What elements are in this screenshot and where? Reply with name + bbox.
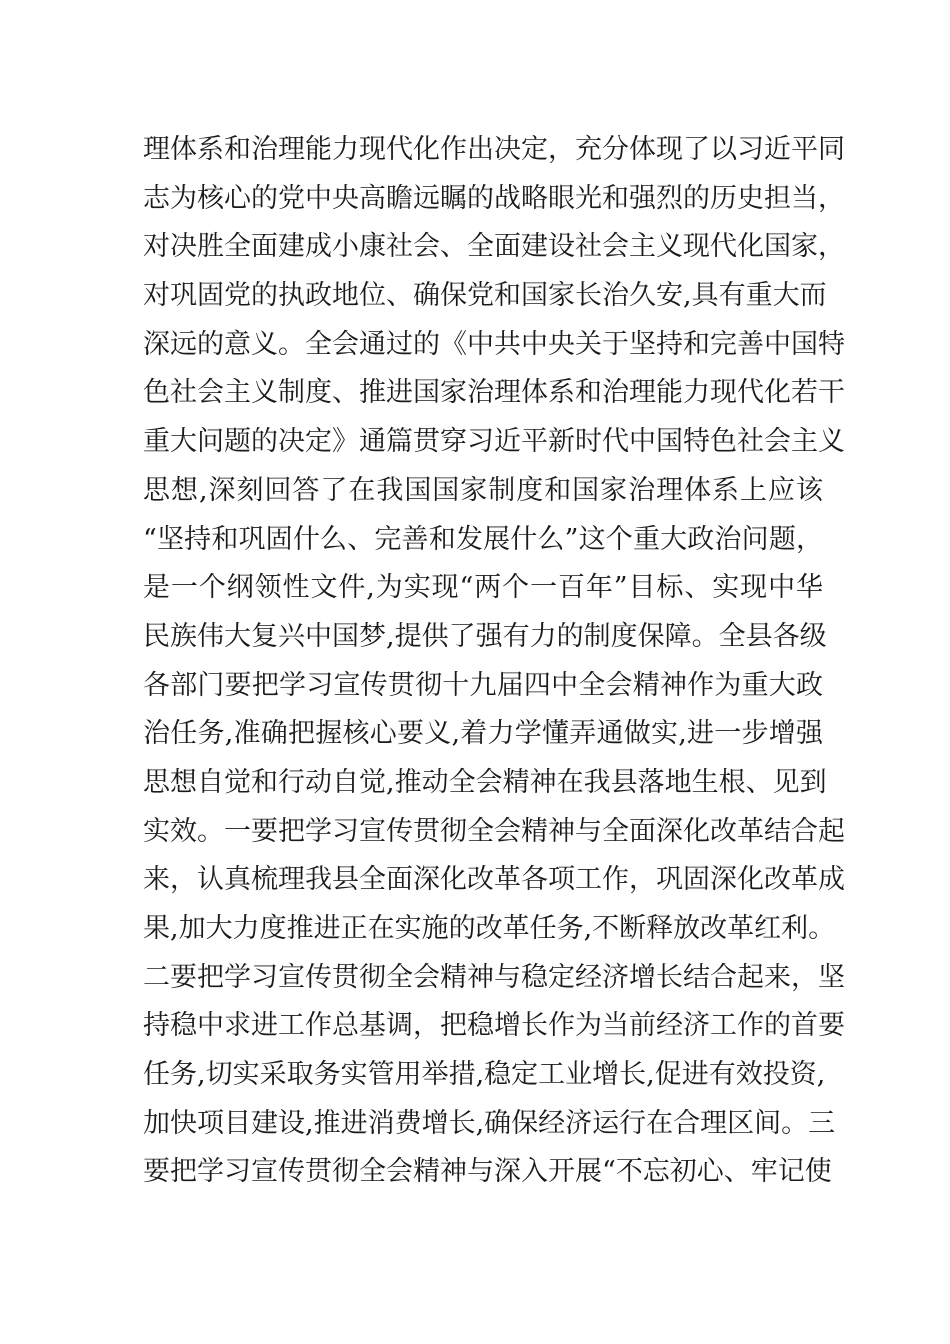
- text-line: 来，认真梳理我县全面深化改革各项工作，巩固深化改革成: [143, 864, 845, 896]
- text-line: 对巩固党的执政地位、确保党和国家长治久安,具有重大而: [143, 280, 827, 312]
- text-line: 色社会主义制度、推进国家治理体系和治理能力现代化若干: [143, 377, 845, 409]
- text-line: 深远的意义。全会通过的《中共中央关于坚持和完善中国特: [143, 328, 845, 360]
- text-line: 是一个纲领性文件,为实现“两个一百年”目标、实现中华: [143, 572, 823, 604]
- text-line: 理体系和治理能力现代化作出决定，充分体现了以习近平同: [143, 134, 845, 165]
- body-text: [143, 126, 845, 1197]
- text-line: 志为核心的党中央高瞻远瞩的战略眼光和强烈的历史担当，: [143, 182, 845, 214]
- text-line: 对决胜全面建成小康社会、全面建设社会主义现代化国家，: [143, 231, 845, 263]
- text-line: 实效。一要把学习宣传贯彻全会精神与全面深化改革结合起: [143, 815, 845, 847]
- text-line: 治任务,准确把握核心要义,着力学懂弄通做实,进一步增强: [143, 718, 823, 750]
- text-line: 要把学习宣传贯彻全会精神与深入开展“不忘初心、牢记使: [143, 1156, 832, 1188]
- text-line: 果,加大力度推进正在实施的改革任务,不断释放改革红利。: [143, 913, 836, 944]
- text-line: 持稳中求进工作总基调，把稳增长作为当前经济工作的首要: [143, 1010, 845, 1042]
- text-line: 二要把学习宣传贯彻全会精神与稳定经济增长结合起来，坚: [143, 961, 845, 993]
- text-line: 各部门要把学习宣传贯彻十九届四中全会精神作为重大政: [143, 669, 823, 701]
- text-line: 民族伟大复兴中国梦,提供了强有力的制度保障。全县各级: [143, 620, 827, 652]
- text-line: 加快项目建设,推进消费增长,确保经济运行在合理区间。三: [143, 1107, 836, 1139]
- text-line: 重大问题的决定》通篇贯穿习近平新时代中国特色社会主义: [143, 426, 845, 458]
- text-line: “坚持和巩固什么、完善和发展什么”这个重大政治问题，: [143, 523, 823, 555]
- text-line: 任务,切实采取务实管用举措,稳定工业增长,促进有效投资,: [143, 1059, 826, 1091]
- text-line: 思想,深刻回答了在我国国家制度和国家治理体系上应该: [143, 474, 823, 506]
- text-line: 思想自觉和行动自觉,推动全会精神在我县落地生根、见到: [143, 766, 827, 798]
